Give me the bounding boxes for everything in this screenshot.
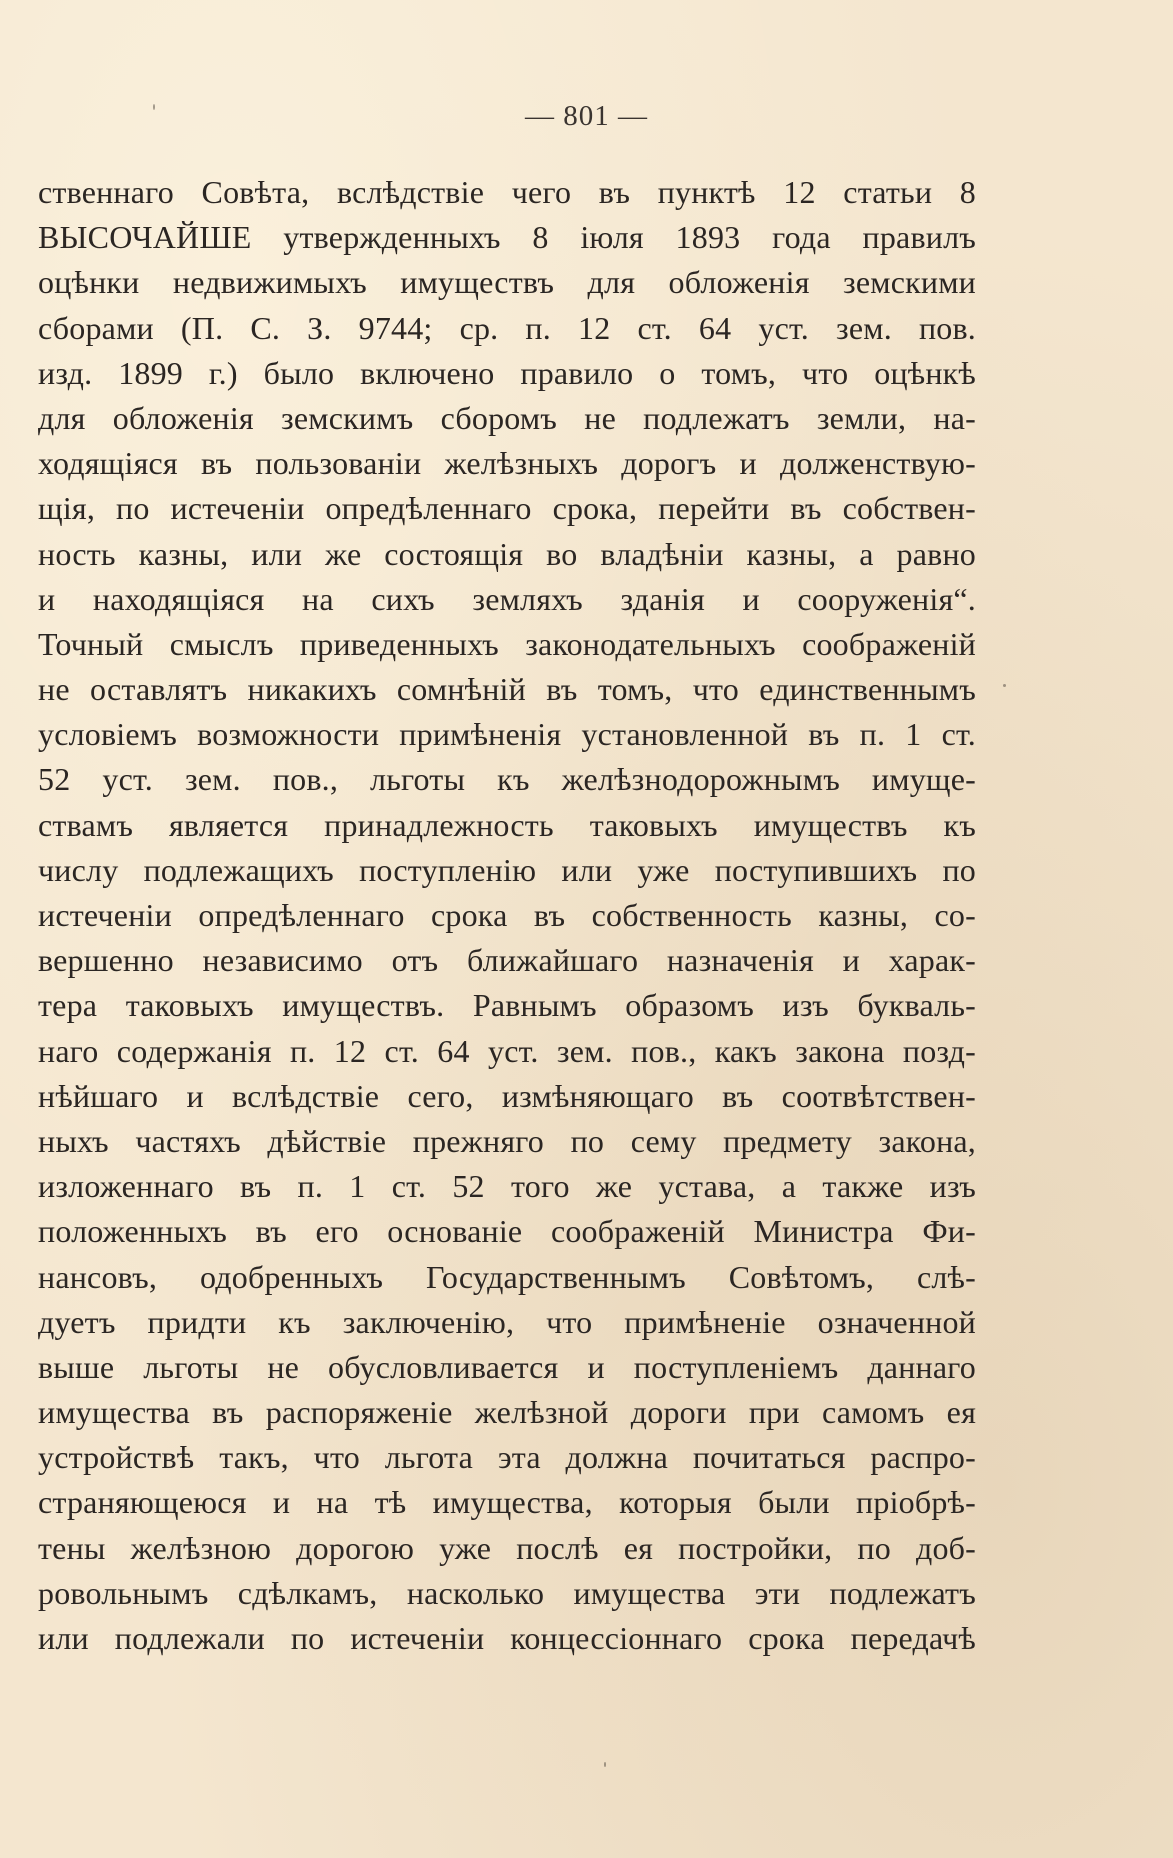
text-line: и находящіяся на сихъ земляхъ зданія и сооруженія“. <box>38 580 976 617</box>
text-line: ственнаго Совѣта, вслѣдствіе чего въ пунктѣ 12 статьи 8 <box>38 174 976 210</box>
text-line: устройствѣ такъ, что льгота эта должна почитаться распро- <box>38 1439 976 1476</box>
text-line: условіемъ возможности примѣненія установленной въ п. 1 ст. <box>38 716 976 753</box>
text-line: числу подлежащихъ поступленію или уже поступившихъ по <box>38 851 976 888</box>
text-line: Точный смыслъ приведенныхъ законодательныхъ соображеній <box>38 625 976 662</box>
text-line: щія, по истеченіи опредѣленнаго срока, перейти въ собствен- <box>38 490 976 527</box>
text-line: истеченіи опредѣленнаго срока въ собственность казны, со- <box>38 897 976 933</box>
text-line: тера таковыхъ имуществъ. Равнымъ образомъ изъ букваль- <box>38 987 976 1024</box>
text-line: ходящіяся въ пользованіи желѣзныхъ дорогъ и долженствую- <box>38 445 976 482</box>
text-line: страняющеюся и на тѣ имущества, которыя были пріобрѣ- <box>38 1484 976 1521</box>
page-number: — 801 — <box>525 100 648 132</box>
text-line: ствамъ является принадлежность таковыхъ имуществъ къ <box>38 806 976 843</box>
paper-speck <box>604 1762 606 1767</box>
text-line: ВЫСОЧАЙШЕ утвержденныхъ 8 іюля 1893 года правилъ <box>38 219 976 256</box>
text-line: ровольнымъ сдѣлкамъ, насколько имущества эти подлежатъ <box>38 1574 976 1611</box>
paper-speck <box>153 104 155 110</box>
text-line: не оставлятъ никакихъ сомнѣній въ томъ, что единственнымъ <box>38 671 976 708</box>
text-line: или подлежали по истеченіи концессіоннаго срока передачѣ <box>38 1620 976 1656</box>
text-line: нансовъ, одобренныхъ Государственнымъ Совѣтомъ, слѣ- <box>38 1258 976 1295</box>
text-line: тены желѣзною дорогою уже послѣ ея постройки, по доб- <box>38 1529 976 1566</box>
text-line: вершенно независимо отъ ближайшаго назначенія и харак- <box>38 942 976 979</box>
text-line: для обложенія земскимъ сборомъ не подлежатъ земли, на- <box>38 399 976 436</box>
text-line: наго содержанія п. 12 ст. 64 уст. зем. пов., какъ закона позд- <box>38 1032 976 1069</box>
body-text <box>38 170 976 1661</box>
text-line: изложеннаго въ п. 1 ст. 52 того же устава, а также изъ <box>38 1168 976 1205</box>
text-line: ность казны, или же состоящія во владѣніи казны, а равно <box>38 535 976 572</box>
text-line: сборами (П. С. З. 9744; ср. п. 12 ст. 64 уст. зем. пов. <box>38 309 976 346</box>
text-line: дуетъ придти къ заключенію, что примѣненіе означенной <box>38 1303 976 1340</box>
text-line: изд. 1899 г.) было включено правило о томъ, что оцѣнкѣ <box>38 354 976 391</box>
text-line: имущества въ распоряженіе желѣзной дороги при самомъ ея <box>38 1394 976 1431</box>
paper-speck <box>1003 684 1006 687</box>
text-line: 52 уст. зем. пов., льготы къ желѣзнодорожнымъ имуще- <box>38 761 976 798</box>
text-line: выше льготы не обусловливается и поступленіемъ даннаго <box>38 1348 976 1385</box>
text-line: ныхъ частяхъ дѣйствіе прежняго по сему предмету закона, <box>38 1122 976 1159</box>
text-line: нѣйшаго и вслѣдствіе сего, измѣняющаго въ соотвѣтствен- <box>38 1077 976 1114</box>
text-line: положенныхъ въ его основаніе соображеній Министра Фи- <box>38 1213 976 1250</box>
text-line: оцѣнки недвижимыхъ имуществъ для обложенія земскими <box>38 264 976 301</box>
